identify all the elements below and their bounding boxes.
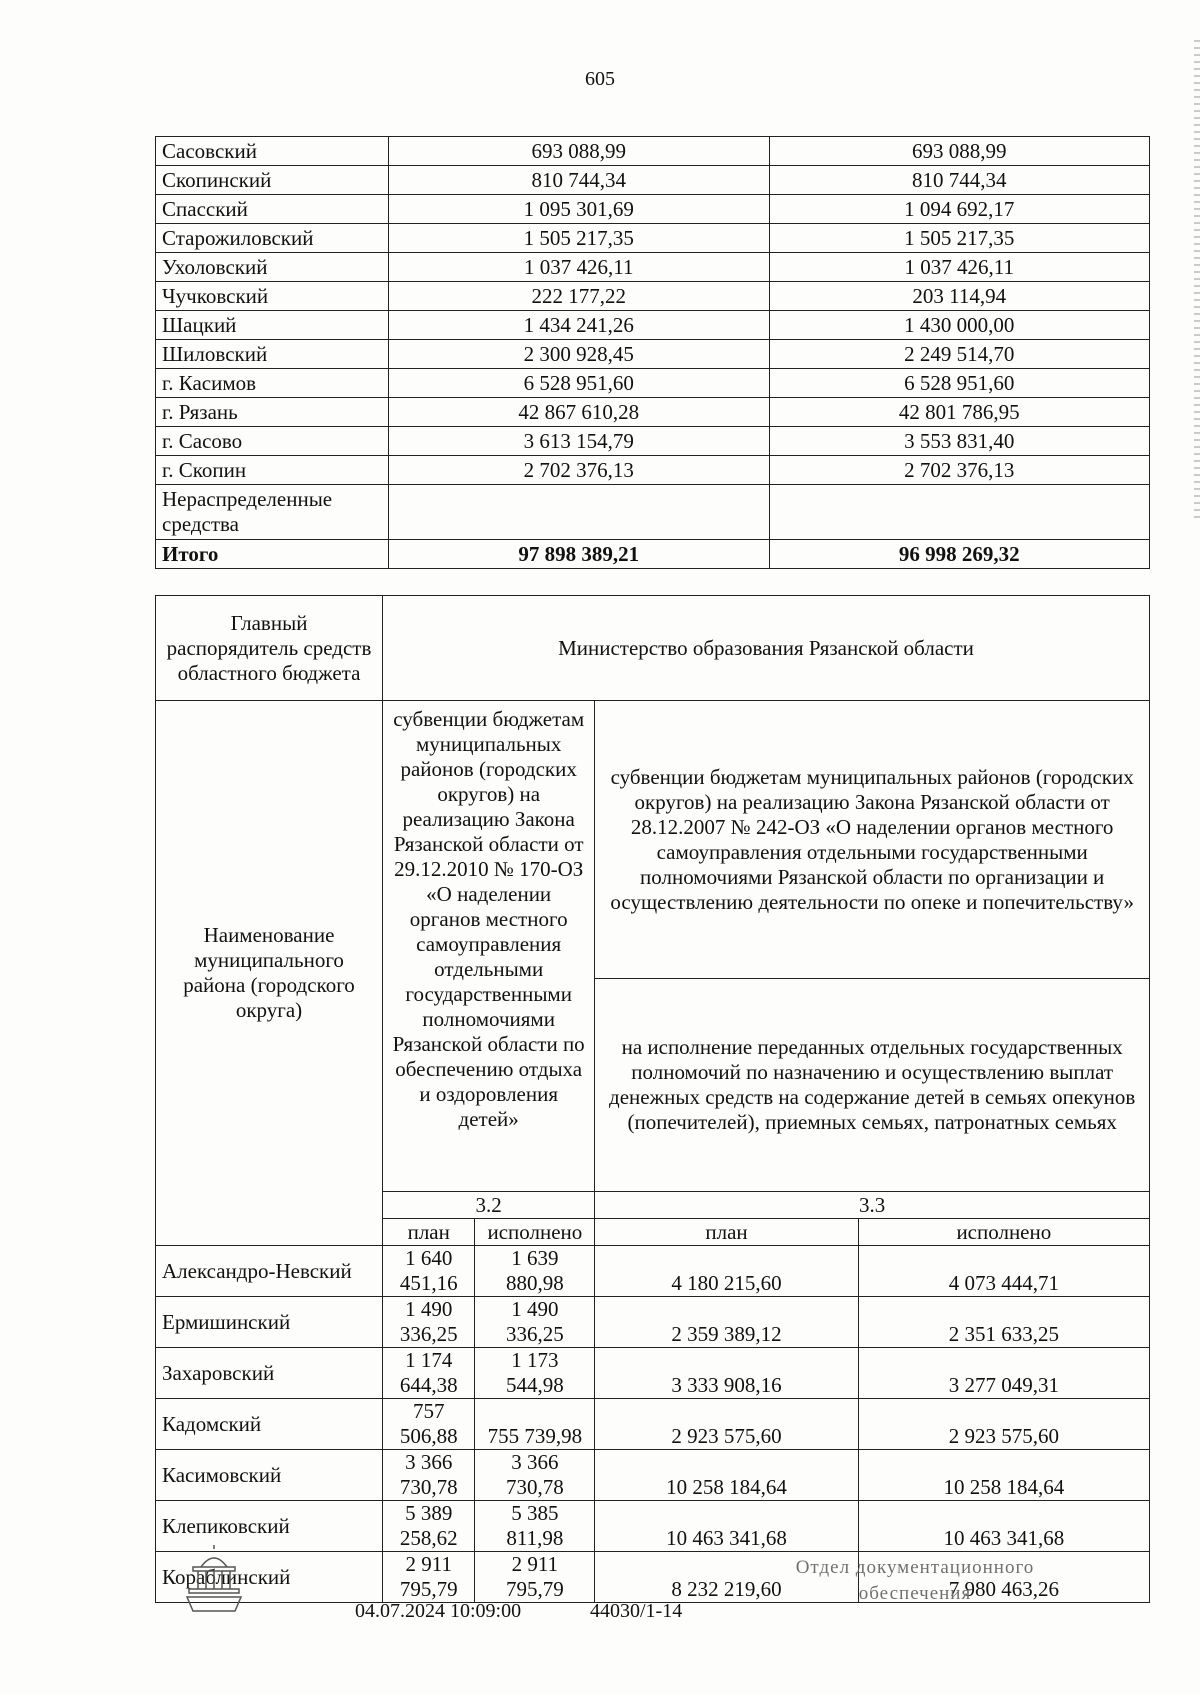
done-3-3: 7 980 463,26 [858, 1552, 1149, 1603]
plan-3-2: 1 640 451,16 [383, 1246, 475, 1297]
done-3-2: 1 639 880,98 [475, 1246, 595, 1297]
table1-row [156, 282, 1150, 311]
done-value: 2 249 514,70 [769, 340, 1150, 369]
head-label: Главный распорядитель средств областного бюджета [156, 596, 383, 701]
table2-header [156, 596, 1150, 1246]
name-col-label: Наименование муниципального района (городского округа) [156, 701, 383, 1246]
table1-row [156, 427, 1150, 456]
table1-row [156, 369, 1150, 398]
total-row [156, 540, 1150, 569]
done-3-2: 3 366 730,78 [475, 1450, 595, 1501]
table2-row [156, 1246, 1150, 1297]
done-label-32: исполнено [475, 1219, 595, 1246]
district-name: Касимовский [156, 1450, 383, 1501]
done-value: 1 505 217,35 [769, 224, 1150, 253]
plan-value: 3 613 154,79 [389, 427, 770, 456]
table1-body [156, 137, 1150, 485]
table2-body [156, 1246, 1150, 1603]
plan-value: 1 505 217,35 [389, 224, 770, 253]
done-value: 693 088,99 [769, 137, 1150, 166]
plan-value: 693 088,99 [389, 137, 770, 166]
plan-3-2: 1 490 336,25 [383, 1297, 475, 1348]
stamp-line2: обеспечения [858, 1583, 972, 1604]
table2-row [156, 1297, 1150, 1348]
plan-value: 42 867 610,28 [389, 398, 770, 427]
plan-value: 2 702 376,13 [389, 456, 770, 485]
total-done: 96 998 269,32 [769, 540, 1150, 569]
done-3-2: 1 490 336,25 [475, 1297, 595, 1348]
district-name: Спасский [156, 195, 389, 224]
total-label: Итого [156, 540, 389, 569]
plan-3-3: 10 463 341,68 [595, 1501, 858, 1552]
done-3-2: 2 911 795,79 [475, 1552, 595, 1603]
desc-3-3-sub: на исполнение переданных отдельных государственных полномочий по назначению и осуществлению выплат денежных средств на содержание детей в семьях опекунов (попечителей), приемных семьях, патронатных семьях [595, 979, 1150, 1192]
done-value: 203 114,94 [769, 282, 1150, 311]
plan-3-2: 3 366 730,78 [383, 1450, 475, 1501]
done-3-3: 4 073 444,71 [858, 1246, 1149, 1297]
plan-3-3: 10 258 184,64 [595, 1450, 858, 1501]
table2-row [156, 1399, 1150, 1450]
done-value: 1 430 000,00 [769, 311, 1150, 340]
table1-row [156, 456, 1150, 485]
desc-3-2: субвенции бюджетам муниципальных районов (городских округов) на реализацию Закона Рязанской области от 29.12.2010 № 170-ОЗ «О наделении органов местного самоуправления отдельными государственными полномочиями Рязанской области по обеспечению отдыха и оздоровления детей» [383, 701, 595, 1192]
done-value: 1 037 426,11 [769, 253, 1150, 282]
table1-row [156, 224, 1150, 253]
table1-row [156, 195, 1150, 224]
stamp-line1: Отдел документационного [795, 1557, 1035, 1578]
plan-value: 1 434 241,26 [389, 311, 770, 340]
head-row [156, 596, 1150, 701]
done-3-2: 1 173 544,98 [475, 1348, 595, 1399]
plan-value: 1 095 301,69 [389, 195, 770, 224]
done-3-3: 2 351 633,25 [858, 1297, 1149, 1348]
plan-3-3: 2 923 575,60 [595, 1399, 858, 1450]
plan-3-3: 4 180 215,60 [595, 1246, 858, 1297]
plan-3-3: 8 232 219,60 [595, 1552, 858, 1603]
table1-row [156, 137, 1150, 166]
plan-value: 810 744,34 [389, 166, 770, 195]
code-3-3: 3.3 [595, 1192, 1150, 1219]
done-value: 2 702 376,13 [769, 456, 1150, 485]
done-3-3: 2 923 575,60 [858, 1399, 1149, 1450]
duma-building-logo-icon [183, 1545, 245, 1615]
done-3-3: 10 463 341,68 [858, 1501, 1149, 1552]
table1-row [156, 340, 1150, 369]
undistributed-done [769, 485, 1150, 540]
district-name: г. Касимов [156, 369, 389, 398]
district-name: Клепиковский [156, 1501, 383, 1552]
total-plan: 97 898 389,21 [389, 540, 770, 569]
undistributed-plan [389, 485, 770, 540]
district-name: Шиловский [156, 340, 389, 369]
done-3-3: 3 277 049,31 [858, 1348, 1149, 1399]
table1-row [156, 311, 1150, 340]
district-name: г. Рязань [156, 398, 389, 427]
district-name: Сасовский [156, 137, 389, 166]
done-value: 810 744,34 [769, 166, 1150, 195]
done-3-2: 5 385 811,98 [475, 1501, 595, 1552]
plan-label-32: план [383, 1219, 475, 1246]
footer-doc-id: 44030/1-14 [590, 1600, 683, 1622]
district-name: г. Сасово [156, 427, 389, 456]
table1-footer [156, 485, 1150, 569]
subventions-table-education [155, 595, 1150, 1603]
done-3-3: 10 258 184,64 [858, 1450, 1149, 1501]
table1-row [156, 253, 1150, 282]
plan-value: 6 528 951,60 [389, 369, 770, 398]
table1-row [156, 398, 1150, 427]
ministry-name: Министерство образования Рязанской области [383, 596, 1150, 701]
plan-3-2: 5 389 258,62 [383, 1501, 475, 1552]
footer-datetime: 04.07.2024 10:09:00 [355, 1600, 522, 1622]
district-name: Старожиловский [156, 224, 389, 253]
undistributed-label: Нераспределенные средства [156, 485, 389, 540]
district-name: Ермишинский [156, 1297, 383, 1348]
table2-row [156, 1501, 1150, 1552]
scan-edge-mark [1194, 40, 1200, 520]
plan-3-3: 2 359 389,12 [595, 1297, 858, 1348]
plan-3-2: 757 506,88 [383, 1399, 475, 1450]
subventions-table-continued [155, 136, 1150, 569]
plan-3-2: 1 174 644,38 [383, 1348, 475, 1399]
page-number: 605 [585, 68, 615, 90]
plan-value: 222 177,22 [389, 282, 770, 311]
table2-row [156, 1450, 1150, 1501]
code-3-2: 3.2 [383, 1192, 595, 1219]
plan-value: 2 300 928,45 [389, 340, 770, 369]
district-name: Кадомский [156, 1399, 383, 1450]
district-name: Шацкий [156, 311, 389, 340]
done-value: 6 528 951,60 [769, 369, 1150, 398]
plan-label-33: план [595, 1219, 858, 1246]
district-name: Скопинский [156, 166, 389, 195]
district-name: Александро-Невский [156, 1246, 383, 1297]
department-stamp [775, 1555, 1055, 1607]
desc-3-3: субвенции бюджетам муниципальных районов (городских округов) на реализацию Закона Рязанской области от 28.12.2007 № 242-ОЗ «О наделении органов местного самоуправления отдельными государственными полномочиями Рязанской области по организации и осуществлению деятельности по опеке и попечительству» [595, 701, 1150, 979]
district-name: Ухоловский [156, 253, 389, 282]
table1-row [156, 166, 1150, 195]
done-value: 1 094 692,17 [769, 195, 1150, 224]
undistributed-row [156, 485, 1150, 540]
done-3-2: 755 739,98 [475, 1399, 595, 1450]
plan-3-3: 3 333 908,16 [595, 1348, 858, 1399]
district-name: Чучковский [156, 282, 389, 311]
district-name: Кораблинский [156, 1552, 383, 1603]
plan-3-2: 2 911 795,79 [383, 1552, 475, 1603]
desc-row [156, 701, 1150, 979]
district-name: г. Скопин [156, 456, 389, 485]
done-value: 42 801 786,95 [769, 398, 1150, 427]
plan-value: 1 037 426,11 [389, 253, 770, 282]
done-label-33: исполнено [858, 1219, 1149, 1246]
district-name: Захаровский [156, 1348, 383, 1399]
table2-row [156, 1348, 1150, 1399]
done-value: 3 553 831,40 [769, 427, 1150, 456]
